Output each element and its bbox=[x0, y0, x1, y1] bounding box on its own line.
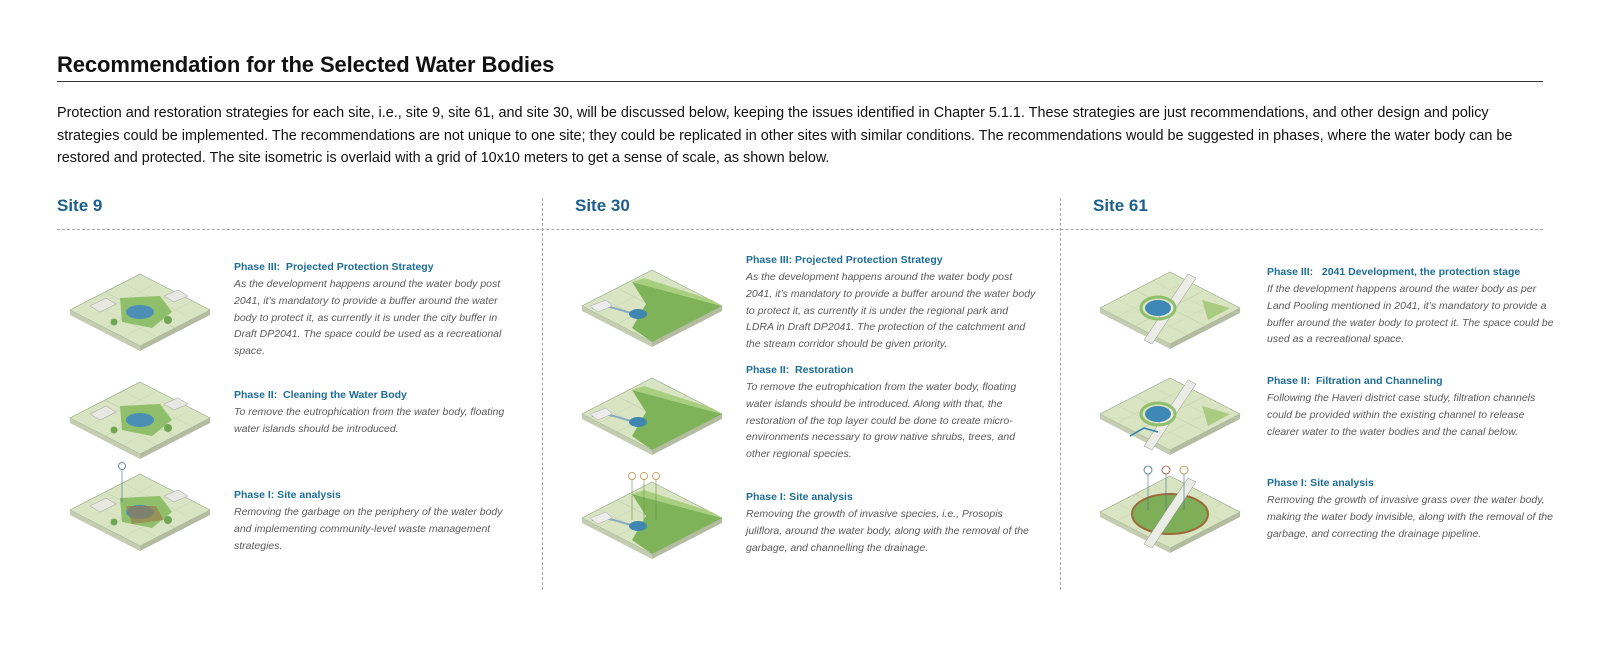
phase-title: Phase II: Cleaning the Water Body bbox=[234, 389, 407, 401]
section-divider bbox=[57, 229, 1543, 230]
phase-description: As the development happens around the water body post 2041, it’s mandatory to provide a buffer around the water body to protect it, as currently it is under the regional park and LDRA in Draft DP2041. The protection of the catchment and the stream corridor should be given priority. bbox=[746, 271, 1036, 351]
site-30-heading: Site 30 bbox=[575, 196, 630, 215]
site-61-heading: Site 61 bbox=[1093, 196, 1148, 215]
phase-description: To remove the eutrophication from the water body, floating water islands should be introduced. bbox=[234, 406, 505, 435]
intro-paragraph: Protection and restoration strategies for each site, i.e., site 9, site 61, and site 30, will be discussed below, keeping the issues identified in Chapter 5.1.1. These strategies are just recommendations, and other design and policy strategies could be implemented. The recommendations are not unique to one site; they could be replicated in other sites with similar conditions. The recommendations would be suggested in phases, where the water body can be restored and protected. The site isometric is overlaid with a grid of 10x10 meters to get a sense of scale, as shown below. bbox=[57, 105, 1513, 167]
title-underline bbox=[57, 81, 1543, 82]
phase-description: Removing the growth of invasive species, i.e., Prosopis juliflora, around the water body, along with the removal of the garbage, and channelling the drainage. bbox=[746, 508, 1029, 554]
site-61-phase-1-isometric bbox=[1090, 464, 1250, 564]
phase-title: Phase I: Site analysis bbox=[234, 489, 341, 501]
site-9-phase-3-isometric bbox=[60, 262, 220, 362]
phase-title: Phase II: Filtration and Channeling bbox=[1267, 375, 1443, 387]
site-30-phase-2 bbox=[746, 364, 1036, 463]
phase-title: Phase III: Projected Protection Strategy bbox=[746, 254, 943, 266]
site-9-phase-1-isometric bbox=[60, 462, 220, 562]
site-9-heading: Site 9 bbox=[57, 196, 103, 215]
site-61-phase-2-isometric bbox=[1090, 366, 1250, 466]
page-title: Recommendation for the Selected Water Bodies bbox=[57, 52, 555, 77]
phase-description: As the development happens around the water body post 2041, it’s mandatory to provide a buffer around the water body to protect it, as currently it is under the city buffer in Draft DP2041. The space could be used as a recreational space. bbox=[234, 278, 502, 358]
phase-title: Phase II: Restoration bbox=[746, 364, 854, 376]
site-30-phase-3 bbox=[746, 254, 1036, 353]
site-61-phase-3 bbox=[1267, 266, 1557, 348]
phase-title: Phase III: 2041 Development, the protection stage bbox=[1267, 266, 1521, 278]
phase-title: Phase I: Site analysis bbox=[1267, 477, 1374, 489]
site-9-phase-1 bbox=[234, 489, 522, 554]
phase-description: Removing the garbage on the periphery of the water body and implementing community-level waste management strategies. bbox=[234, 506, 503, 552]
site-9-phase-2 bbox=[234, 389, 522, 438]
phase-description: To remove the eutrophication from the water body, floating water islands should be introduced. Along with that, the restoration of the top layer could be done to create micro-environments necessary to grow native shrubs, trees, and other regional species. bbox=[746, 381, 1017, 461]
phase-description: Removing the growth of invasive grass over the water body, making the water body invisible, along with the removal of the garbage, and correcting the drainage pipeline. bbox=[1267, 494, 1553, 540]
phase-title: Phase I: Site analysis bbox=[746, 491, 853, 503]
site-30-phase-3-isometric bbox=[572, 258, 732, 358]
phase-description: Following the Haveri district case study, filtration channels could be provided within the existing channel to release clearer water to the water bodies and the canal below. bbox=[1267, 392, 1536, 438]
column-divider-2 bbox=[1060, 198, 1061, 590]
site-9-phase-3 bbox=[234, 261, 522, 360]
column-divider-1 bbox=[542, 198, 543, 590]
site-61-phase-3-isometric bbox=[1090, 260, 1250, 360]
site-9-phase-2-isometric bbox=[60, 370, 220, 470]
phase-title: Phase III: Projected Protection Strategy bbox=[234, 261, 434, 273]
site-61-phase-2 bbox=[1267, 375, 1557, 440]
site-30-phase-1-isometric bbox=[572, 470, 732, 570]
site-30-phase-2-isometric bbox=[572, 366, 732, 466]
phase-description: If the development happens around the water body as per Land Pooling mentioned in 2041, it’s mandatory to provide a buffer around the water body to protect it. The space could be used as a recreational space. bbox=[1267, 283, 1554, 346]
site-30-phase-1 bbox=[746, 491, 1036, 556]
site-61-phase-1 bbox=[1267, 477, 1557, 542]
